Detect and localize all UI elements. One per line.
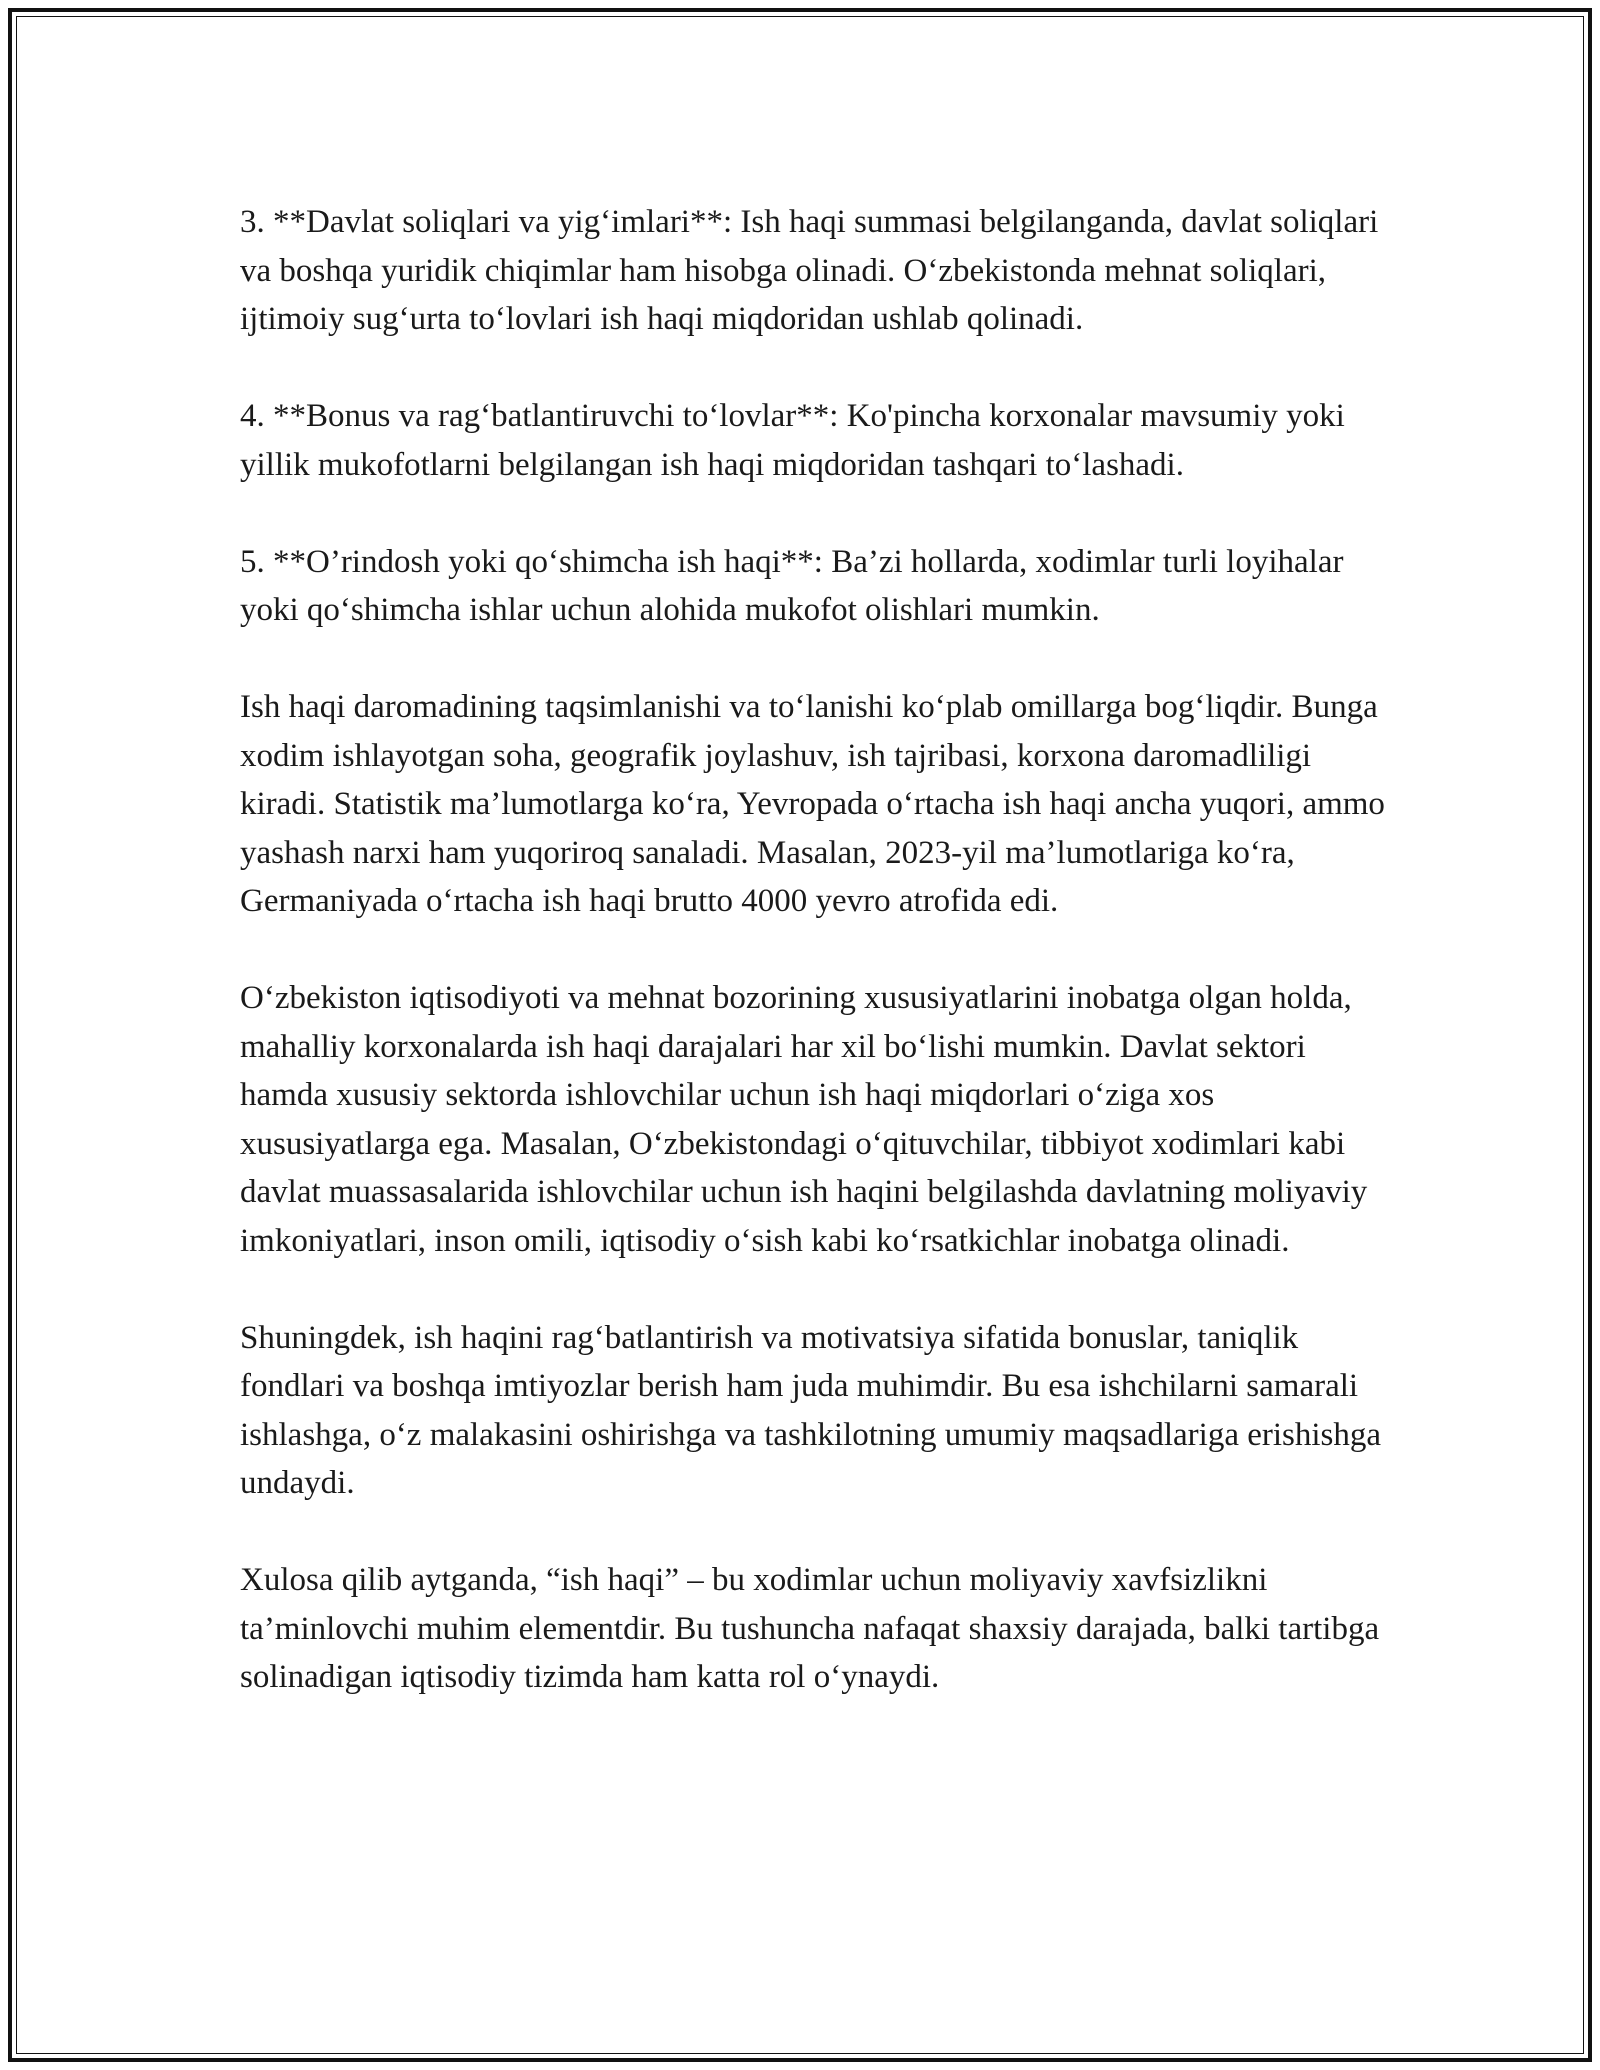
paragraph-extra-pay: 5. **O’rindosh yoki qo‘shimcha ish haqi**: Ba’zi hollarda, xodimlar turli loyihalar yoki qo‘shimcha ishlar uchun alohida mukofot olishlari mumkin.	[240, 543, 1344, 628]
document-body	[240, 198, 1390, 1750]
paragraph-uzbekistan: O‘zbekiston iqtisodiyoti va mehnat bozorining xususiyatlarini inobatga olgan holda, mahalliy korxonalarda ish haqi darajalari har xil bo‘lishi mumkin. Davlat sektori hamda xususiy sektorda ishlovchilar uchun ish haqi miqdorlari o‘ziga xos xususiyatlarga ega. Masalan, O‘zbekistondagi o‘qituvchilar, tibbiyot xodimlari kabi davlat muassasalarida ishlovchilar uchun ish haqini belgilashda davlatning moliyaviy imkoniyatlari, inson omili, iqtisodiy o‘sish kabi ko‘rsatkichlar inobatga olinadi.	[240, 980, 1368, 1259]
paragraph-distribution: Ish haqi daromadining taqsimlanishi va to‘lanishi ko‘plab omillarga bog‘liqdir. Bunga xodim ishlayotgan soha, geografik joylashuv, ish tajribasi, korxona daromadliligi kiradi. Statistik ma’lumotlarga ko‘ra, Yevropada o‘rtacha ish haqi ancha yuqori, ammo yashash narxi ham yuqoriroq sanaladi. Masalan, 2023-yil ma’lumotlariga ko‘ra, Germaniyada o‘rtacha ish haqi brutto 4000 yevro atrofida edi.	[240, 689, 1385, 919]
paragraph-motivation: Shuningdek, ish haqini rag‘batlantirish va motivatsiya sifatida bonuslar, taniqlik fondlari va boshqa imtiyozlar berish ham juda muhimdir. Bu esa ishchilarni samarali ishlashga, o‘z malakasini oshirishga va tashkilotning umumiy maqsadlariga erishishga undaydi.	[240, 1319, 1382, 1501]
page-frame	[8, 8, 1592, 2062]
paragraph-conclusion: Xulosa qilib aytganda, “ish haqi” – bu xodimlar uchun moliyaviy xavfsizlikni ta’minlovchi muhim elementdir. Bu tushuncha nafaqat shaxsiy darajada, balki tartibga solinadigan iqtisodiy tizimda ham katta rol o‘ynaydi.	[240, 1562, 1380, 1695]
paragraph-taxes: 3. **Davlat soliqlari va yig‘imlari**: Ish haqi summasi belgilanganda, davlat soliqlari va boshqa yuridik chiqimlar ham hisobga olinadi. O‘zbekistonda mehnat soliqlari, ijtimoiy sug‘urta to‘lovlari ish haqi miqdoridan ushlab qolinadi.	[240, 204, 1379, 337]
paragraph-bonus: 4. **Bonus va rag‘batlantiruvchi to‘lovlar**: Ko'pincha korxonalar mavsumiy yoki yillik mukofotlarni belgilangan ish haqi miqdoridan tashqari to‘lashadi.	[240, 398, 1345, 483]
